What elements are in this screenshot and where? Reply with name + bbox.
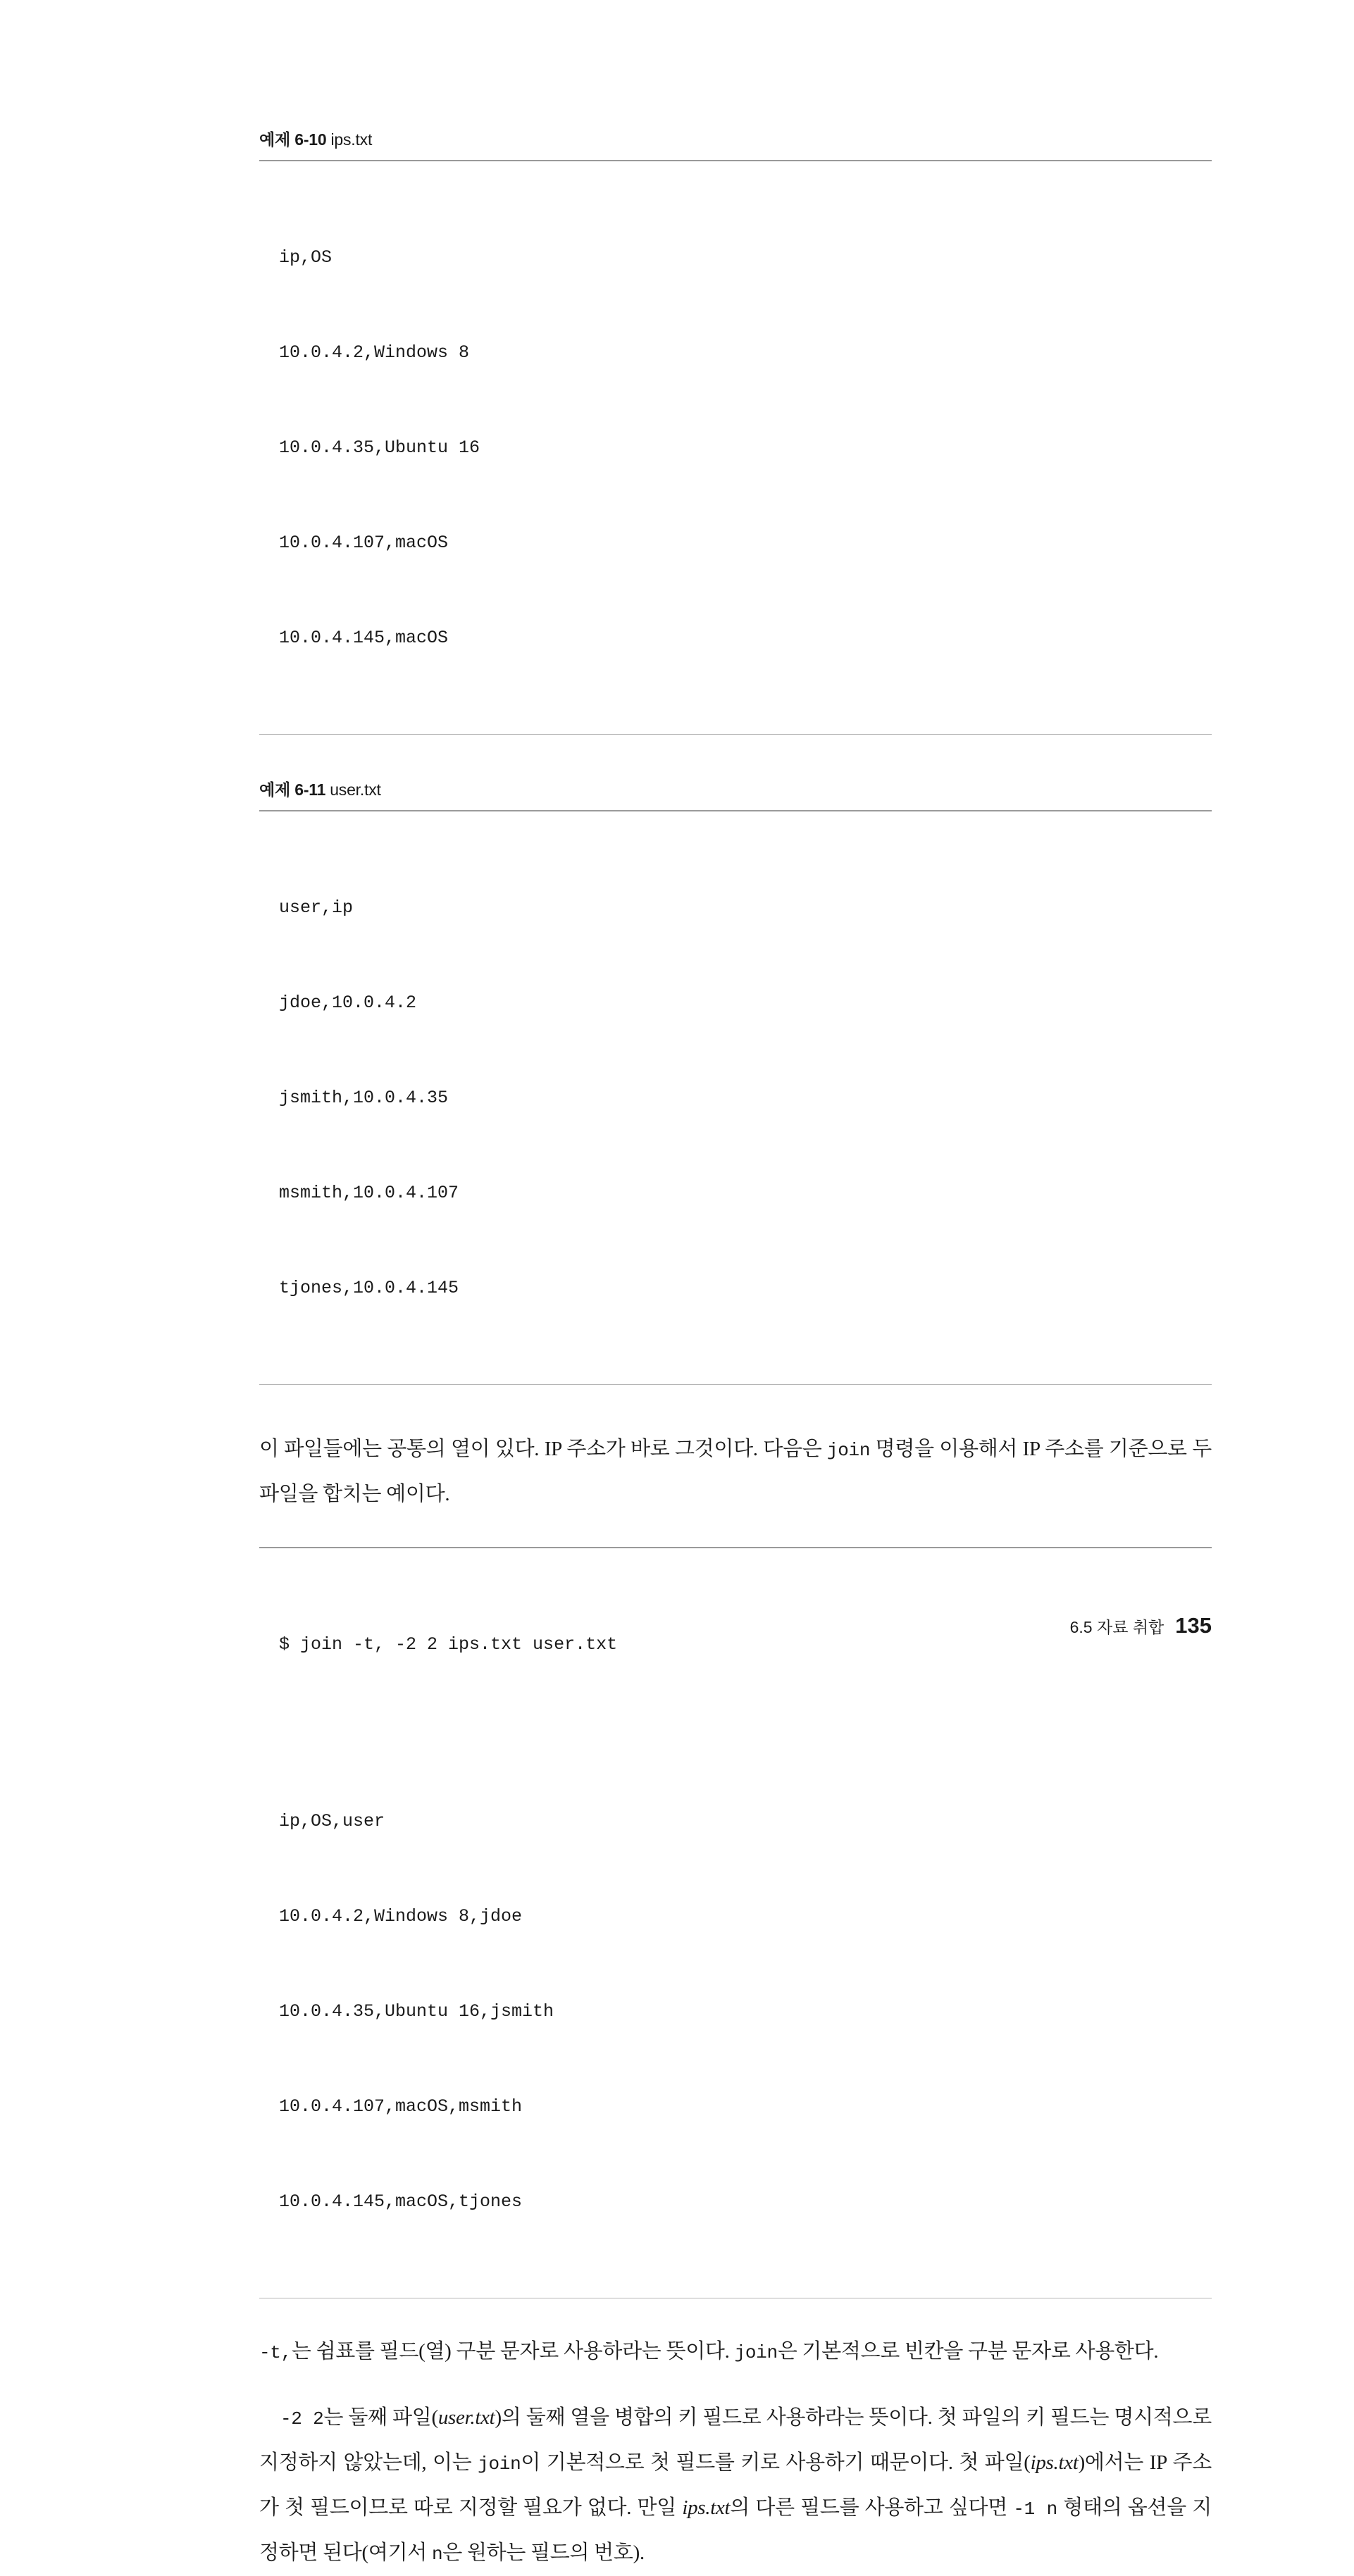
- example-caption-6-10: [259, 127, 1212, 150]
- explain-text: 은 원하는 필드의 번호).: [442, 2541, 645, 2564]
- inline-code-join: join: [478, 2453, 521, 2475]
- spacer: [259, 2375, 1212, 2396]
- footer-section-label: 6.5 자료 취합: [1069, 1618, 1164, 1636]
- code-line: 10.0.4.2,Windows 8: [279, 342, 470, 363]
- inline-code-join: join: [826, 1440, 871, 1461]
- explain-text: )의 둘째 열을 병합의 키 필드로 사용하라는 뜻이다. 첫 파일의 키 필드는 명시적으로 지정하지 않았는데, 이는: [259, 2406, 1212, 2474]
- code-line: jsmith,10.0.4.35: [279, 1088, 449, 1108]
- intro-text-b: 명령을 이용해서 IP 주소를 기준으로 두 파일을 합치는 예이다.: [259, 1438, 1212, 1505]
- inline-italic-ips-txt: ips.txt: [1030, 2451, 1079, 2474]
- explain-text: 형태의 옵션을 지정하면 된다(여기서: [259, 2496, 1212, 2564]
- terminal-output-line: 10.0.4.107,macOS,msmith: [279, 2096, 523, 2117]
- code-line: tjones,10.0.4.145: [279, 1278, 459, 1298]
- terminal-command: $ join -t, -2 2 ips.txt user.txt: [279, 1634, 618, 1655]
- spacer: [259, 1516, 1212, 1547]
- terminal-output-line: 10.0.4.2,Windows 8,jdoe: [279, 1906, 523, 1927]
- inline-code-n: n: [431, 2544, 443, 2565]
- paragraph-explain-2: [259, 2396, 1212, 2576]
- example-label: 예제 6-11: [259, 780, 326, 799]
- page-footer: [1070, 1613, 1212, 1638]
- paragraph-explain-1: [259, 2329, 1212, 2375]
- inline-code-1-n-option: -1 n: [1013, 2499, 1057, 2520]
- code-line: jdoe,10.0.4.2: [279, 993, 417, 1013]
- inline-italic-user-txt: user.txt: [437, 2406, 495, 2429]
- terminal-gap: [279, 1724, 1212, 1742]
- terminal-block: [259, 1548, 1212, 2298]
- page-number: 135: [1175, 1613, 1212, 1638]
- example-filename: user.txt: [330, 780, 381, 799]
- code-line: 10.0.4.145,macOS: [279, 628, 449, 648]
- explain-text: 이 기본적으로 첫 필드를 키로 사용하기 때문이다. 첫 파일(: [521, 2451, 1031, 2474]
- explain-text: 는 둘째 파일(: [323, 2406, 438, 2429]
- code-block-user-txt: [259, 811, 1212, 1384]
- code-block-ips-txt: [259, 161, 1212, 734]
- explain-text: 의 다른 필드를 사용하고 싶다면: [730, 2496, 1014, 2519]
- example-label: 예제 6-10: [259, 130, 327, 149]
- code-line: ip,OS: [279, 247, 333, 268]
- spacer: [259, 735, 1212, 777]
- example-caption-6-11: [259, 777, 1212, 800]
- explain-text: 은 기본적으로 빈칸을 구분 문자로 사용한다.: [777, 2340, 1159, 2363]
- inline-code-2-option: -2 2: [280, 2408, 324, 2429]
- code-line: 10.0.4.107,macOS: [279, 533, 449, 553]
- inline-italic-ips-txt: ips.txt: [682, 2496, 731, 2519]
- inline-code-join: join: [734, 2342, 778, 2363]
- explain-text: 는 쉼표를 필드(열) 구분 문자로 사용하라는 뜻이다.: [291, 2340, 735, 2363]
- code-line: 10.0.4.35,Ubuntu 16: [279, 437, 480, 458]
- code-line: user,ip: [279, 897, 354, 918]
- terminal-output-line: 10.0.4.35,Ubuntu 16,jsmith: [279, 2001, 554, 2022]
- example-filename: ips.txt: [330, 130, 373, 149]
- spacer: [259, 2298, 1212, 2329]
- terminal-output-line: ip,OS,user: [279, 1811, 385, 1831]
- spacer: [259, 1385, 1212, 1427]
- terminal-output-line: 10.0.4.145,macOS,tjones: [279, 2191, 523, 2212]
- explain-text: )에서는 IP 주소가 첫 필드이므로 따로 지정할 필요가 없다. 만일: [259, 2451, 1212, 2519]
- code-line: msmith,10.0.4.107: [279, 1183, 459, 1203]
- page-content: [259, 127, 1212, 2576]
- intro-text-a: 이 파일들에는 공통의 열이 있다. IP 주소가 바로 그것이다. 다음은: [259, 1438, 827, 1460]
- paragraph-intro: [259, 1427, 1212, 1516]
- inline-code-t-option: -t,: [259, 2342, 292, 2363]
